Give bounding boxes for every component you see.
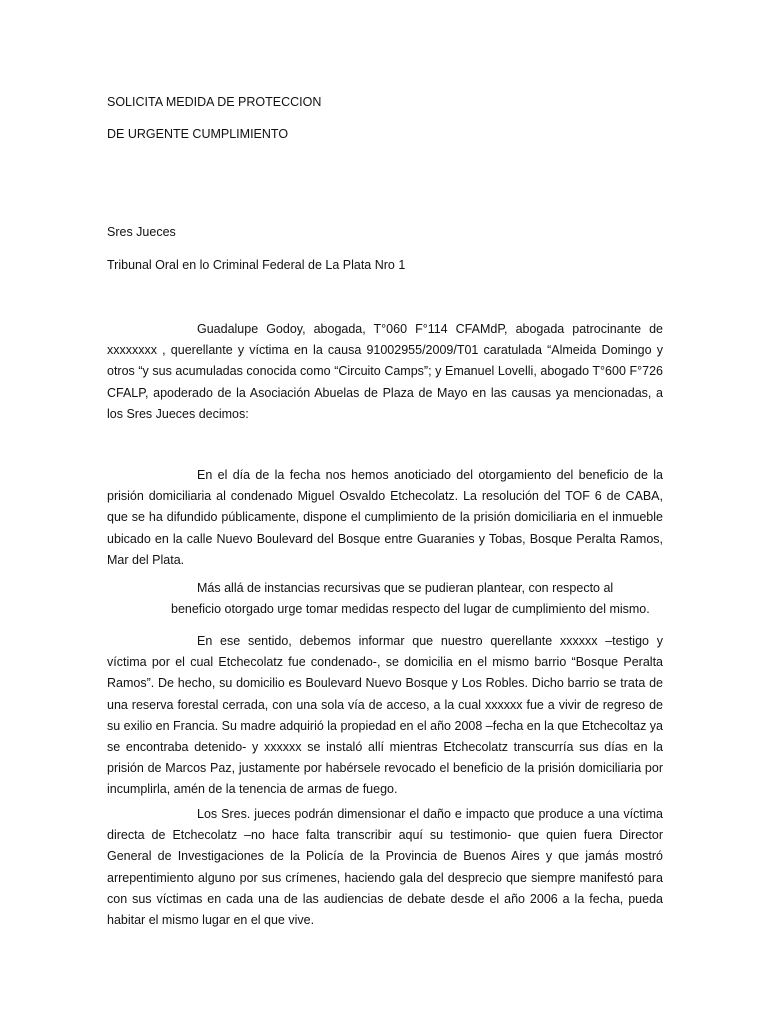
paragraph-urgent-measures-line-1: Más allá de instancias recursivas que se pudieran plantear, con respecto al xyxy=(197,581,614,595)
paragraph-urgent-measures-line-2: beneficio otorgado urge tomar medidas respecto del lugar de cumplimiento del mismo. xyxy=(171,602,650,617)
document-title-line-2: DE URGENTE CUMPLIMIENTO xyxy=(107,127,289,141)
addressee-line-2: Tribunal Oral en lo Criminal Federal de La Plata Nro 1 xyxy=(107,258,406,272)
document-title-line-1: SOLICITA MEDIDA DE PROTECCION xyxy=(107,95,322,109)
paragraph-intro: Guadalupe Godoy, abogada, T°060 F°114 CFAMdP, abogada patrocinante de xxxxxxxx , querellante y víctima en la causa 91002955/2009/T01 caratulada “Almeida Domingo y otros “y sus acumuladas conocida como “Circuito Camps”; y Emanuel Lovelli, abogado T°600 F°726 CFALP, apoderado de la Asociación Abuelas de Plaza de Mayo en las causas ya mencionadas, a los Sres Jueces decimos: xyxy=(107,322,663,421)
paragraph-urgent-measures xyxy=(107,578,663,620)
paragraph-plaintiff-residence: En ese sentido, debemos informar que nuestro querellante xxxxxx –testigo y víctima por el cual Etchecolatz fue condenado-, se domicilia en el mismo barrio “Bosque Peralta Ramos”. De hecho, su domicilio es Boulevard Nuevo Bosque y Los Robles. Dicho barrio se trata de una reserva forestal cerrada, con una sola vía de acceso, a la cual xxxxxx fue a vivir de regreso de su exilio en Francia. Su madre adquirió la propiedad en el año 2008 –fecha en la que Etchecoltaz ya se encontraba detenido- y xxxxxx se instaló allí mientras Etchecolatz transcurría sus días en la prisión de Marcos Paz, justamente por habérsele revocado el beneficio de la prisión domiciliaria por incumplirla, amén de la tenencia de armas de fuego. xyxy=(107,634,663,797)
paragraph-notice: En el día de la fecha nos hemos anoticiado del otorgamiento del beneficio de la prisión domiciliaria al condenado Miguel Osvaldo Etchecolatz. La resolución del TOF 6 de CABA, que se ha difundido públicamente, dispone el cumplimiento de la prisión domiciliaria en el inmueble ubicado en la calle Nuevo Boulevard del Bosque entre Guaranies y Tobas, Bosque Peralta Ramos, Mar del Plata. xyxy=(107,468,663,567)
paragraph-impact: Los Sres. jueces podrán dimensionar el daño e impacto que produce a una víctima directa de Etchecolatz –no hace falta transcribir aquí su testimonio- que quien fuera Director General de Investigaciones de la Policía de la Provincia de Buenos Aires y que jamás mostró arrepentimiento alguno por sus crímenes, haciendo gala del desprecio que siempre manifestó para con sus víctimas en cada una de las audiencias de debate desde el año 2006 a la fecha, pueda habitar el mismo lugar en el que vive. xyxy=(107,807,663,928)
addressee-line-1: Sres Jueces xyxy=(107,225,176,239)
